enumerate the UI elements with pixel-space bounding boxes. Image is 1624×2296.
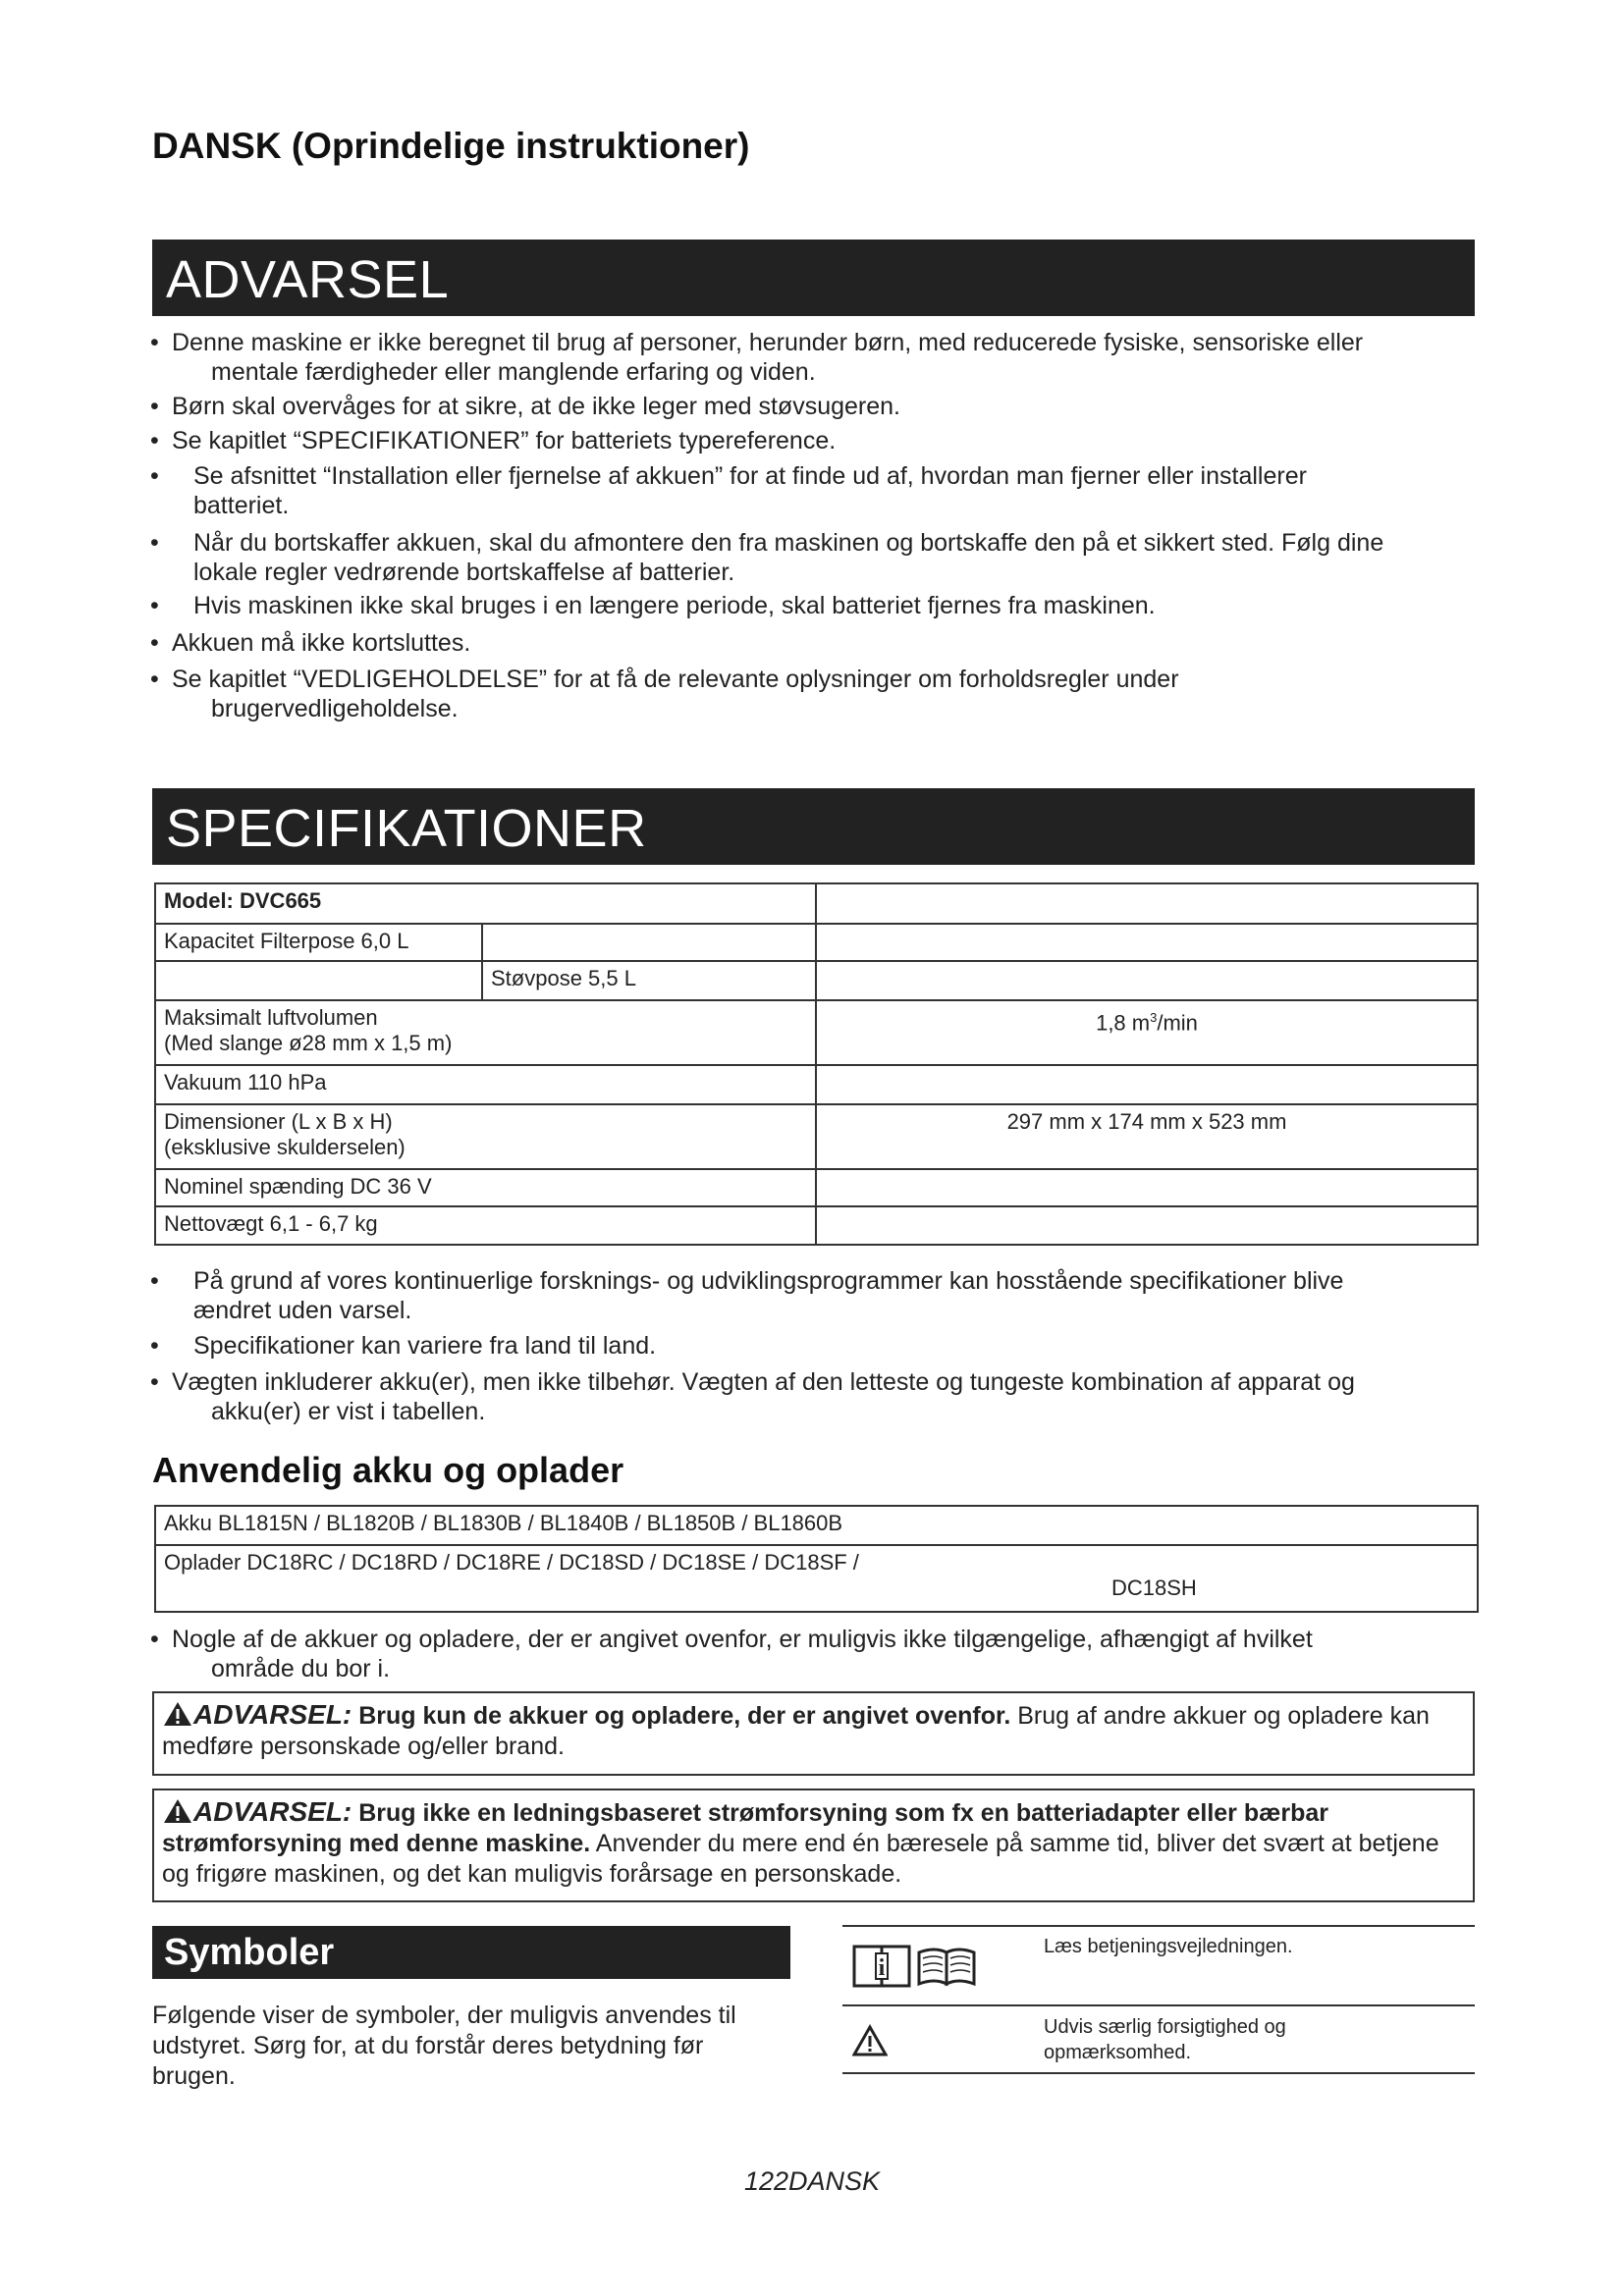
symbol-text-caution	[1044, 2014, 1286, 2065]
spec-dimensions-line2: (eksklusive skulderselen)	[164, 1135, 406, 1159]
bullet-text: Denne maskine er ikke beregnet til brug af personer, herunder børn, med reducerede fysiske, sensoriske eller	[172, 329, 1364, 356]
spec-dust-bag: Støvpose 5,5 L	[482, 961, 816, 1000]
page-number: 122DANSK	[743, 2166, 881, 2196]
warning-label: ADVARSEL:	[193, 1796, 352, 1827]
bullet-text-cont: mentale færdigheder eller manglende erfaring og viden.	[211, 358, 816, 386]
warning-triangle-icon	[852, 2024, 888, 2057]
charger-line1: Oplader DC18RC / DC18RD / DC18RE / DC18SD / DC18SE / DC18SF /	[164, 1550, 859, 1575]
airflow-unit: /min	[1157, 1010, 1198, 1036]
note-text: Vægten inkluderer akku(er), men ikke tilbehør. Vægten af den letteste og tungeste kombination af apparat og	[172, 1368, 1355, 1396]
svg-text:i: i	[878, 1955, 886, 1981]
symbols-banner	[152, 1926, 790, 1979]
airflow-number: 1,8 m	[1096, 1010, 1151, 1036]
warning-bold-text: Brug kun de akkuer og opladere, der er angivet ovenfor.	[358, 1702, 1011, 1730]
warning-box-2	[152, 1789, 1475, 1902]
warning-triangle-icon	[162, 1700, 193, 1728]
table-row	[155, 1545, 1478, 1612]
table-row	[155, 1065, 1478, 1104]
warning-text: Brug af andre akkuer og opladere kan medføre personskade og/eller brand.	[162, 1702, 1430, 1760]
symbol-row-divider	[842, 2072, 1475, 2074]
table-row	[155, 883, 1478, 924]
bullet-text: Se kapitlet “SPECIFIKATIONER” for batteriets typereference.	[172, 427, 837, 454]
spec-capacity-label: Kapacitet Filterpose 6,0 L	[155, 924, 482, 961]
warning-text: Anvender du mere end én bæresele på samme tid, bliver det svært at betjene og frigøre maskinen, og det kan muligvis forårsage en personskade.	[162, 1830, 1439, 1888]
spec-airflow-label-line2: (Med slange ø28 mm x 1,5 m)	[164, 1031, 453, 1055]
table-row	[155, 1000, 1478, 1065]
spec-banner	[152, 788, 1475, 865]
table-row	[155, 924, 1478, 961]
page-language-title: DANSK (Oprindelige instruktioner)	[152, 126, 750, 166]
symbol-text-manual: Læs betjeningsvejledningen.	[1044, 1936, 1293, 1957]
table-row	[155, 961, 1478, 1000]
spec-weight: Nettovægt 6,1 - 6,7 kg	[155, 1206, 816, 1245]
note-text-cont: ændret uden varsel.	[193, 1297, 412, 1324]
note-text-cont: akku(er) er vist i tabellen.	[211, 1398, 486, 1425]
spec-dimensions-value: 297 mm x 174 mm x 523 mm	[816, 1104, 1478, 1169]
spec-table	[154, 882, 1479, 1246]
battery-charger	[155, 1545, 1478, 1612]
warning-box-1	[152, 1691, 1475, 1776]
spec-airflow-label	[155, 1000, 816, 1065]
warning-banner-title: ADVARSEL	[166, 250, 450, 309]
spec-voltage: Nominel spænding DC 36 V	[155, 1169, 816, 1206]
spec-airflow-value	[816, 1000, 1478, 1065]
battery-akku: Akku BL1815N / BL1820B / BL1830B / BL1840B / BL1850B / BL1860B	[155, 1506, 1478, 1545]
battery-section-title: Anvendelig akku og oplader	[152, 1450, 624, 1490]
battery-table	[154, 1505, 1479, 1613]
symbols-intro: Følgende viser de symboler, der muligvis anvendes til udstyret. Sørg for, at du forstår deres betydning før brugen.	[152, 2002, 736, 2090]
symbol-row-divider	[842, 1925, 1475, 1927]
table-row	[155, 1169, 1478, 1206]
bullet-text-cont: batteriet.	[193, 492, 290, 519]
airflow-sup: 3	[1150, 1010, 1158, 1025]
table-row	[155, 1506, 1478, 1545]
note-text: Nogle af de akkuer og opladere, der er angivet ovenfor, er muligvis ikke tilgængelige, afhængigt af hvilket	[172, 1626, 1313, 1653]
symbols-banner-title: Symboler	[164, 1932, 335, 1973]
bullet-text: Akkuen må ikke kortsluttes.	[172, 629, 471, 657]
symbol-row-divider	[842, 2004, 1475, 2006]
charger-line2: DC18SH	[1111, 1575, 1197, 1600]
spec-vacuum: Vakuum 110 hPa	[155, 1065, 816, 1104]
table-row	[155, 1206, 1478, 1245]
note-text: Specifikationer kan variere fra land til land.	[193, 1332, 657, 1360]
spec-model: Model: DVC665	[155, 883, 816, 924]
spec-banner-title: SPECIFIKATIONER	[166, 799, 647, 858]
bullet-text: Når du bortskaffer akkuen, skal du afmontere den fra maskinen og bortskaffe den på et sikkert sted. Følg dine	[193, 529, 1384, 557]
bullet-text-cont: lokale regler vedrørende bortskaffelse af batterier.	[193, 559, 735, 586]
bullet-text: Hvis maskinen ikke skal bruges i en længere periode, skal batteriet fjernes fra maskinen.	[193, 592, 1156, 619]
spec-dimensions-label	[155, 1104, 816, 1169]
spec-dimensions-line1: Dimensioner (L x B x H)	[164, 1109, 393, 1134]
warning-bold-text: Brug ikke en ledningsbaseret strømforsyning som fx en batteriadapter eller bærbar strømforsyning med denne maskine.	[162, 1799, 1328, 1857]
warning-banner	[152, 240, 1475, 316]
note-text-cont: område du bor i.	[211, 1655, 391, 1682]
note-text: På grund af vores kontinuerlige forsknings- og udviklingsprogrammer kan hosstående specifikationer blive	[193, 1267, 1344, 1295]
warning-triangle-icon	[162, 1797, 193, 1825]
bullet-text: Børn skal overvåges for at sikre, at de ikke leger med støvsugeren.	[172, 393, 900, 420]
warning-label: ADVARSEL:	[193, 1699, 352, 1730]
spec-airflow-label-line1: Maksimalt luftvolumen	[164, 1005, 378, 1030]
caution-line1: Udvis særlig forsigtighed og	[1044, 2016, 1286, 2038]
bullet-text-cont: brugervedligeholdelse.	[211, 695, 459, 722]
caution-line2: opmærksomhed.	[1044, 2042, 1192, 2063]
read-manual-icon	[852, 1939, 980, 1990]
bullet-text: Se afsnittet “Installation eller fjernelse af akkuen” for at finde ud af, hvordan man fjerner eller installerer	[193, 462, 1307, 490]
bullet-text: Se kapitlet “VEDLIGEHOLDELSE” for at få de relevante oplysninger om forholdsregler under	[172, 666, 1179, 693]
table-row	[155, 1104, 1478, 1169]
